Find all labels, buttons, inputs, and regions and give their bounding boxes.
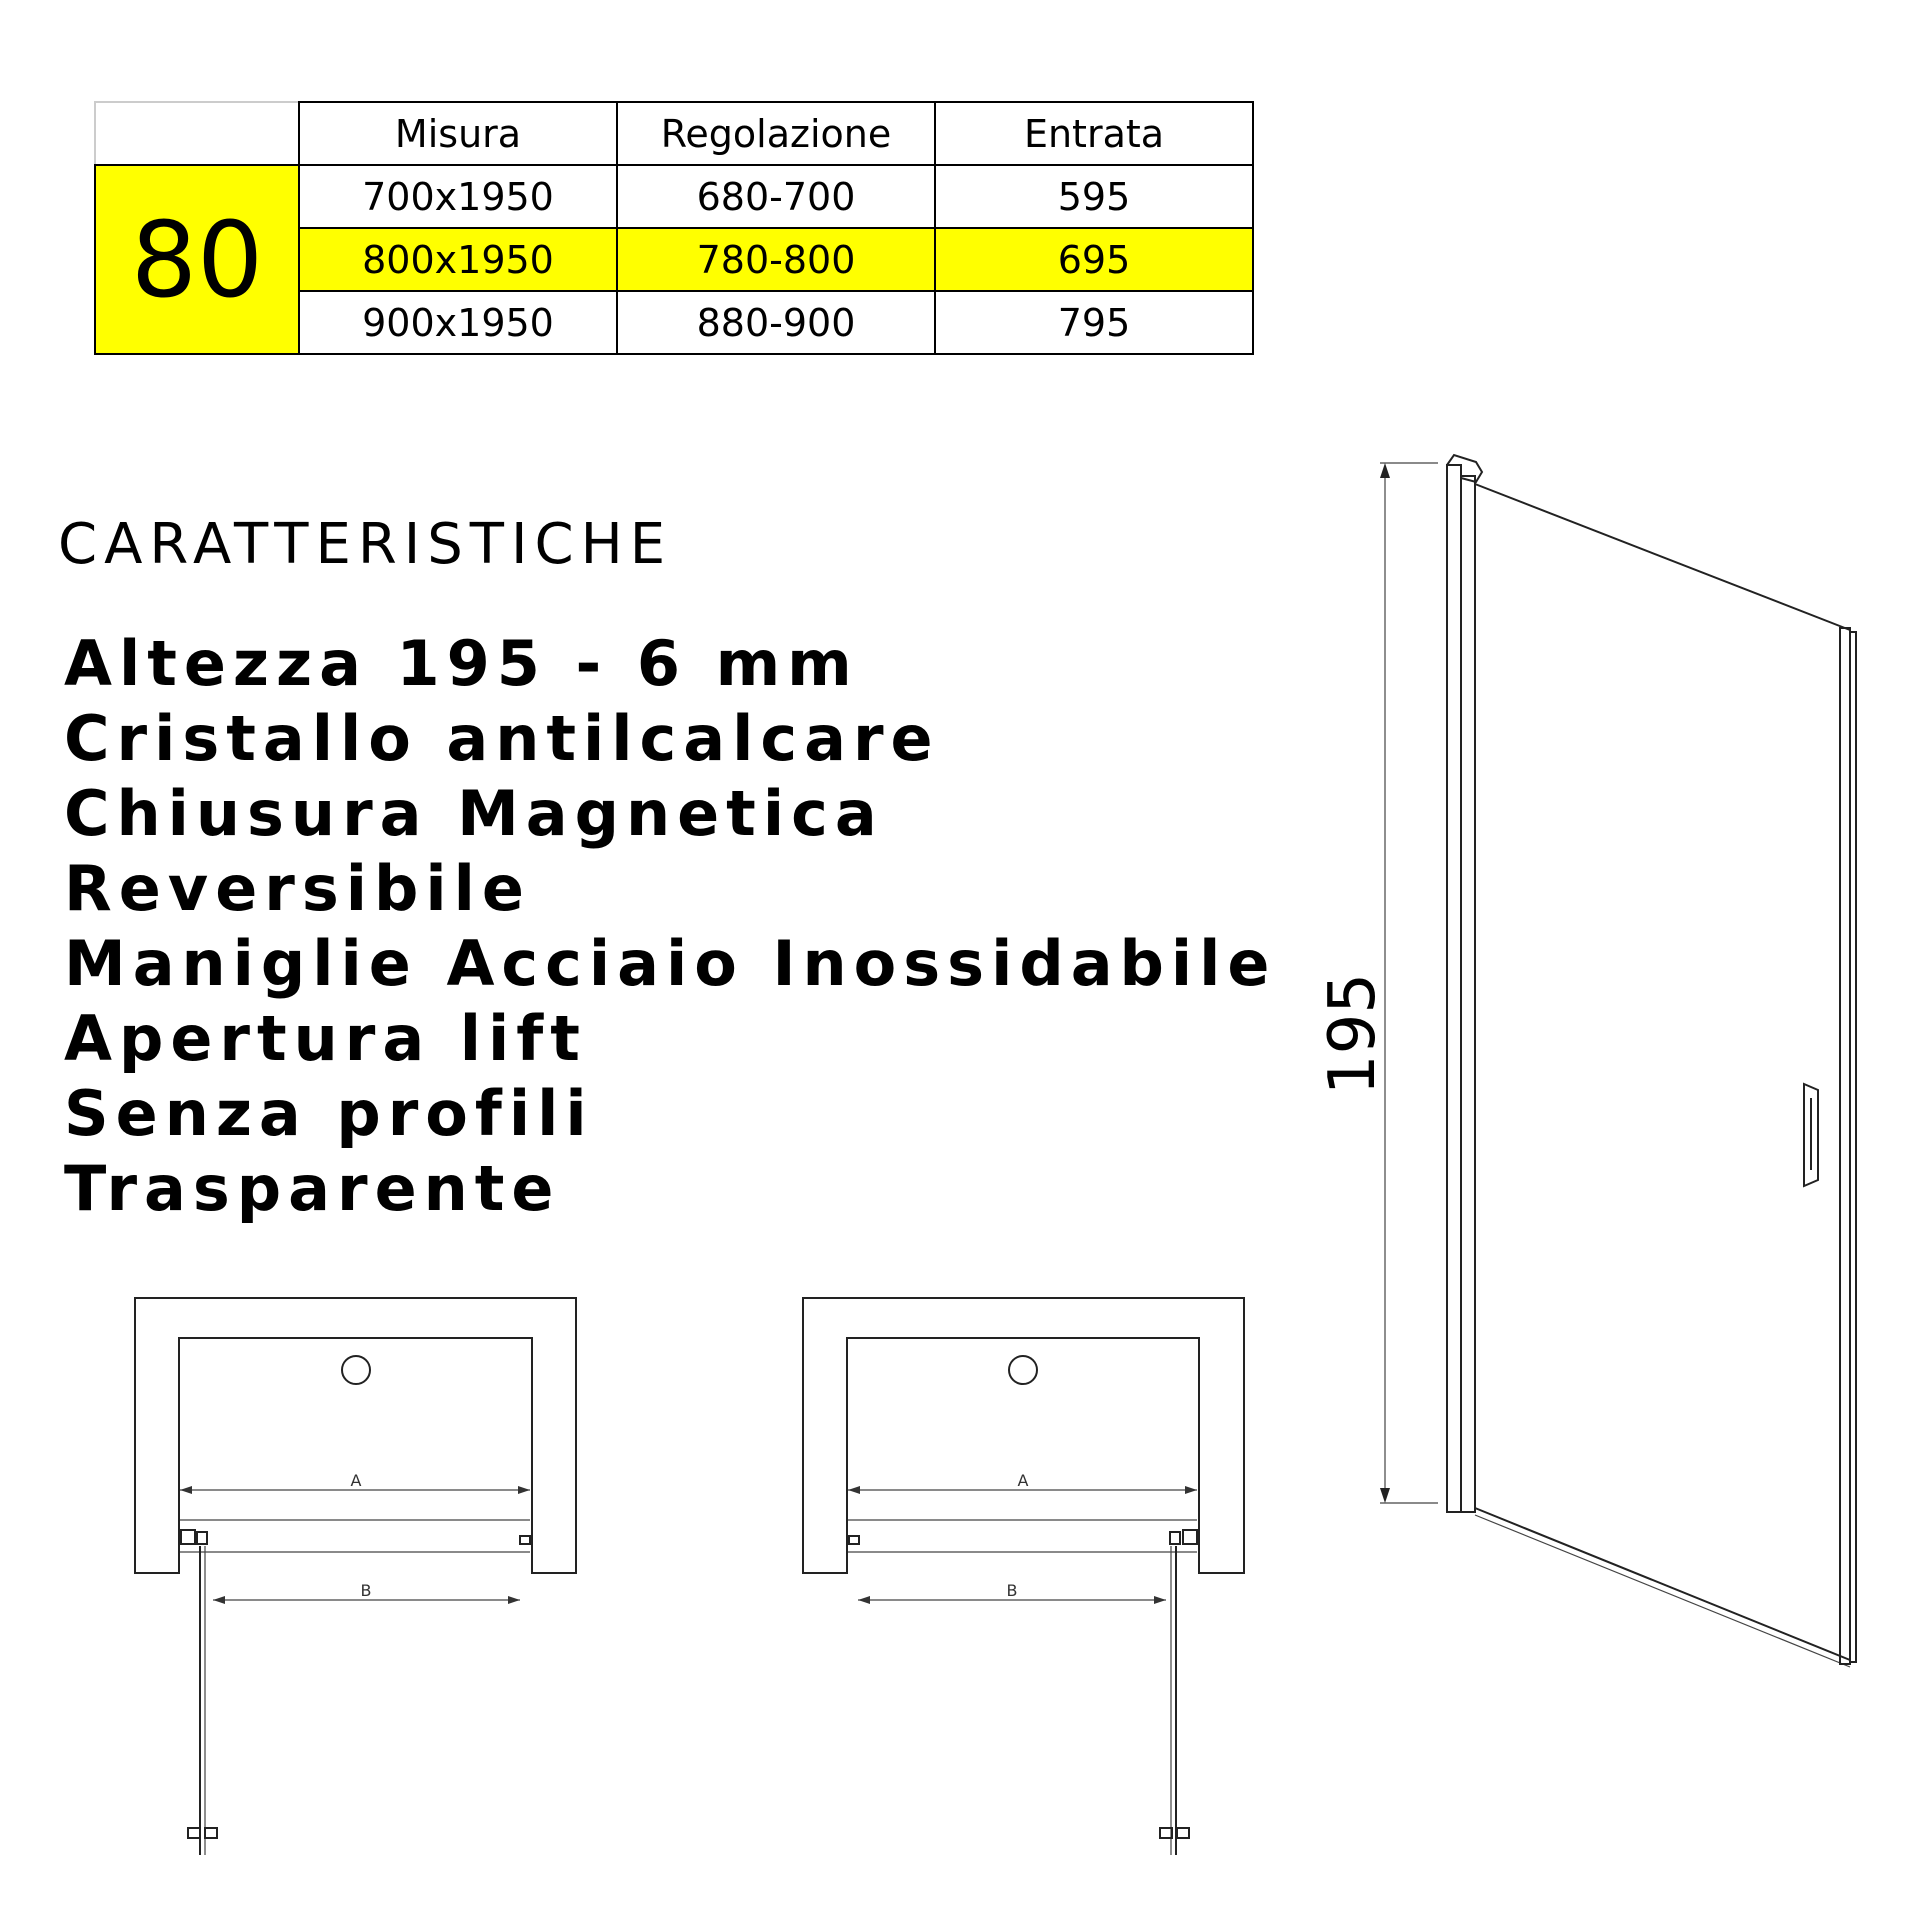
hinge-icon	[1170, 1532, 1180, 1544]
cell-entrata: 595	[935, 165, 1253, 228]
wall-profile	[1447, 465, 1461, 1512]
header-regolazione: Regolazione	[617, 102, 935, 165]
height-label: 195	[1316, 972, 1390, 1096]
cell-misura: 800x1950	[299, 228, 617, 291]
handle-icon	[188, 1828, 200, 1838]
feature-item: Maniglie Acciaio Inossidabile	[64, 927, 1277, 1000]
cell-entrata: 695	[935, 228, 1253, 291]
drain-icon	[342, 1356, 370, 1384]
glass-top-edge	[1475, 484, 1850, 630]
magnet-icon	[520, 1536, 530, 1544]
arrow-right-icon	[518, 1486, 530, 1494]
cell-entrata: 795	[935, 291, 1253, 354]
plan-view-right-hinge	[803, 1298, 1244, 1855]
hinge-icon	[181, 1530, 195, 1544]
arrow-left-icon	[180, 1486, 192, 1494]
glass-bottom-edge	[1475, 1508, 1850, 1660]
header-entrata: Entrata	[935, 102, 1253, 165]
magnetic-profile	[1850, 632, 1856, 1662]
door-edge-profile	[1840, 628, 1850, 1664]
hinge-icon	[197, 1532, 207, 1544]
size-group-label: 80	[95, 165, 299, 354]
hinge-profile	[1461, 476, 1475, 1512]
dimension-b-label: B	[360, 1581, 372, 1600]
cell-regolazione: 780-800	[617, 228, 935, 291]
cell-regolazione: 880-900	[617, 291, 935, 354]
arrow-right-icon	[508, 1596, 520, 1604]
top-hinge-cap	[1447, 455, 1482, 482]
handle-icon	[205, 1828, 217, 1838]
glass-bottom-seal	[1475, 1515, 1850, 1667]
feature-item: Cristallo antilcalcare	[64, 702, 940, 775]
drain-icon	[1009, 1356, 1037, 1384]
feature-item: Altezza 195 - 6 mm	[64, 627, 859, 700]
feature-item: Apertura lift	[64, 1002, 587, 1075]
cell-misura: 700x1950	[299, 165, 617, 228]
handle-icon	[1160, 1828, 1172, 1838]
dimension-b-label: B	[1006, 1581, 1018, 1600]
cell-misura: 900x1950	[299, 291, 617, 354]
arrow-down-icon	[1380, 1488, 1390, 1503]
features-title: CARATTERISTICHE	[58, 512, 673, 577]
door-elevation	[1316, 455, 1856, 1667]
feature-item: Senza profili	[64, 1077, 594, 1150]
magnet-icon	[849, 1536, 859, 1544]
cell-regolazione: 680-700	[617, 165, 935, 228]
arrow-left-icon	[858, 1596, 870, 1604]
arrow-right-icon	[1185, 1486, 1197, 1494]
header-misura: Misura	[299, 102, 617, 165]
feature-item: Chiusura Magnetica	[64, 777, 884, 850]
arrow-left-icon	[848, 1486, 860, 1494]
hinge-icon	[1183, 1530, 1197, 1544]
handle-icon	[1177, 1828, 1189, 1838]
plan-view-left-hinge	[135, 1298, 576, 1855]
feature-item: Reversibile	[64, 852, 531, 925]
arrow-up-icon	[1380, 463, 1390, 478]
dimension-a-label: A	[1017, 1471, 1029, 1490]
dimension-a-label: A	[350, 1471, 362, 1490]
feature-item: Trasparente	[64, 1152, 561, 1225]
arrow-right-icon	[1154, 1596, 1166, 1604]
arrow-left-icon	[213, 1596, 225, 1604]
